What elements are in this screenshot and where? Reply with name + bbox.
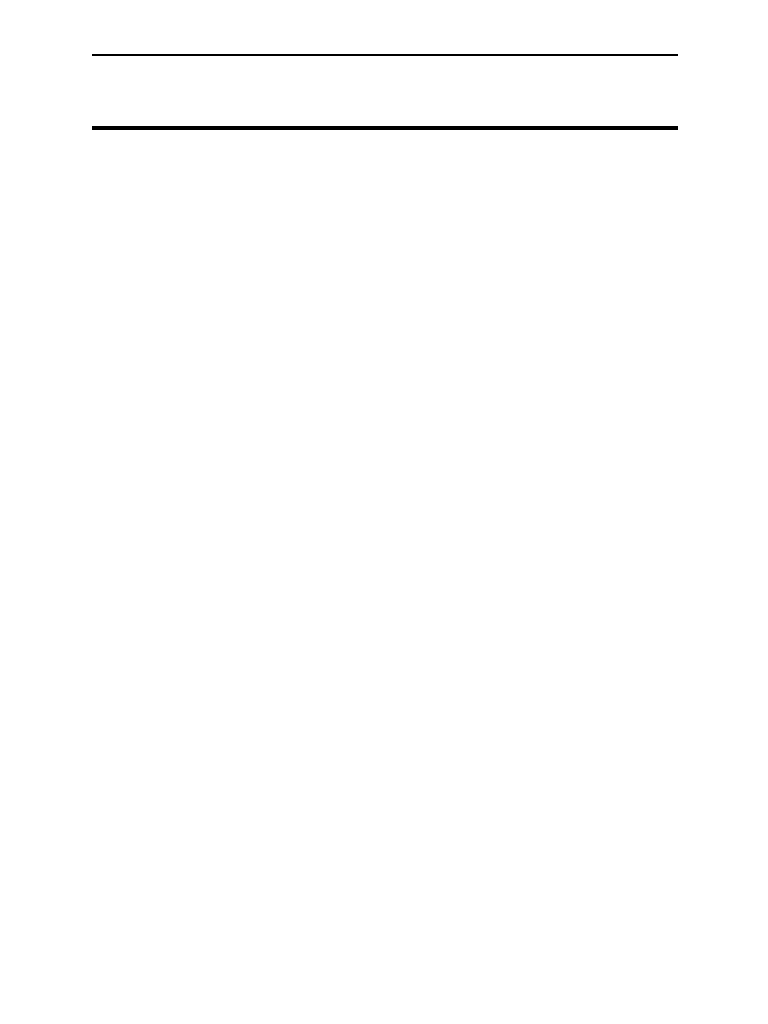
- title-rule: [92, 126, 678, 130]
- top-rule: [92, 54, 678, 56]
- recognition-word-list: [399, 637, 669, 877]
